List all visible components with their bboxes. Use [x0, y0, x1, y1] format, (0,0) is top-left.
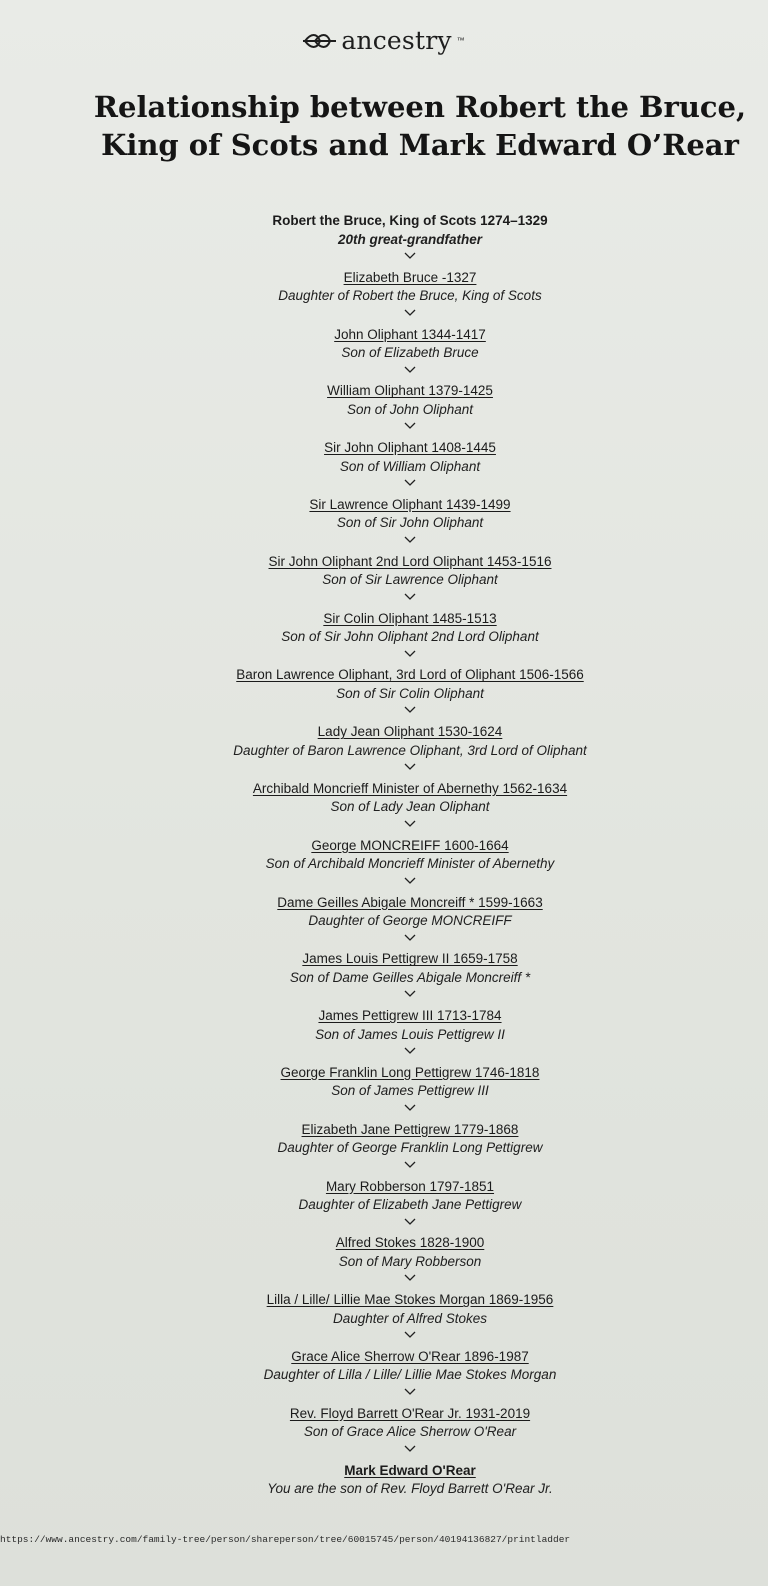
- chevron-down-icon: [404, 1445, 416, 1453]
- ladder-rung: [110, 1234, 710, 1291]
- ladder-rung: [110, 269, 710, 326]
- person-name-link[interactable]: Elizabeth Bruce -1327: [343, 269, 477, 285]
- relationship-ladder: [110, 212, 710, 1518]
- person-name-link[interactable]: William Oliphant 1379-1425: [327, 383, 493, 399]
- chevron-down-icon: [404, 422, 416, 430]
- person-name-link[interactable]: Grace Alice Sherrow O'Rear 1896-1987: [291, 1348, 529, 1364]
- ladder-rung: [110, 837, 710, 894]
- chevron-down-icon: [404, 1218, 416, 1226]
- chevron-down-icon: [404, 536, 416, 544]
- chevron-down-icon: [404, 1274, 416, 1282]
- chevron-down-icon: [404, 252, 416, 260]
- chevron-down-icon: [404, 650, 416, 658]
- relationship-label: Son of Sir Lawrence Oliphant: [322, 572, 498, 588]
- person-name-link[interactable]: Elizabeth Jane Pettigrew 1779-1868: [301, 1121, 519, 1137]
- person-name-link[interactable]: Lilla / Lille/ Lillie Mae Stokes Morgan 1869-1956: [266, 1292, 554, 1308]
- person-name-link[interactable]: Sir John Oliphant 1408-1445: [324, 440, 496, 456]
- relationship-label: Son of John Oliphant: [346, 401, 474, 417]
- ladder-rung: [110, 666, 710, 723]
- ladder-rung: [110, 326, 710, 383]
- chevron-down-icon: [404, 1047, 416, 1055]
- chevron-down-icon: [404, 990, 416, 998]
- chevron-down-icon: [404, 309, 416, 317]
- relationship-label: Son of Grace Alice Sherrow O'Rear: [303, 1424, 517, 1440]
- chevron-down-icon: [404, 479, 416, 487]
- relationship-label: Son of William Oliphant: [339, 458, 481, 474]
- chevron-down-icon: [404, 1161, 416, 1169]
- relationship-label: Son of Archibald Moncrieff Minister of Abernethy: [265, 856, 555, 872]
- relationship-label: Son of James Pettigrew III: [331, 1083, 489, 1099]
- person-name-link[interactable]: Dame Geilles Abigale Moncreiff * 1599-1663: [277, 894, 543, 910]
- ladder-rung: [110, 610, 710, 667]
- relationship-label: Daughter of Alfred Stokes: [332, 1310, 488, 1326]
- person-name-link[interactable]: James Louis Pettigrew II 1659-1758: [302, 951, 518, 967]
- person-name-link[interactable]: George MONCREIFF 1600-1664: [311, 837, 509, 853]
- chevron-down-icon: [404, 593, 416, 601]
- ladder-rung: [110, 496, 710, 553]
- chevron-down-icon: [404, 820, 416, 828]
- relationship-label: Son of James Louis Pettigrew II: [315, 1026, 505, 1042]
- chevron-down-icon: [404, 1388, 416, 1396]
- ladder-rung: [110, 553, 710, 610]
- relationship-label: 20th great-grandfather: [337, 231, 483, 247]
- ancestry-logo: [0, 26, 768, 55]
- ladder-rung: [110, 1007, 710, 1064]
- relationship-label: Son of Sir John Oliphant: [336, 515, 484, 531]
- chevron-down-icon: [404, 763, 416, 771]
- ladder-rung: [110, 1405, 710, 1462]
- person-name-link[interactable]: Archibald Moncrieff Minister of Abernethy 1562-1634: [252, 780, 568, 796]
- ladder-rung: [110, 780, 710, 837]
- logo-wordmark: ancestry: [341, 26, 452, 55]
- ladder-rung: [110, 1462, 710, 1519]
- footer-url: https://www.ancestry.com/family-tree/person/shareperson/tree/60015745/person/40194136827/printladder: [0, 1534, 571, 1545]
- relationship-label: Daughter of Baron Lawrence Oliphant, 3rd Lord of Oliphant: [233, 742, 587, 758]
- chevron-down-icon: [404, 366, 416, 374]
- chevron-down-icon: [404, 706, 416, 714]
- ladder-rung: [110, 1121, 710, 1178]
- relationship-label: Son of Lady Jean Oliphant: [330, 799, 490, 815]
- relationship-label: Son of Sir Colin Oliphant: [336, 685, 484, 701]
- person-name-link[interactable]: Sir John Oliphant 2nd Lord Oliphant 1453-1516: [268, 553, 552, 569]
- person-name-link: Robert the Bruce, King of Scots 1274–1329: [272, 213, 548, 228]
- relationship-label: Son of Elizabeth Bruce: [341, 345, 479, 361]
- ladder-rung: [110, 723, 710, 780]
- chevron-down-icon: [404, 1104, 416, 1112]
- ancestry-leaf-icon: [303, 30, 337, 52]
- trademark-mark: ™: [456, 36, 465, 45]
- ladder-rung: [110, 1178, 710, 1235]
- relationship-label: Daughter of George MONCREIFF: [308, 913, 512, 929]
- ladder-rung: [110, 894, 710, 951]
- relationship-label: You are the son of Rev. Floyd Barrett O'Rear Jr.: [267, 1481, 553, 1497]
- relationship-label: Daughter of George Franklin Long Pettigrew: [277, 1140, 543, 1156]
- ladder-rung: [110, 1064, 710, 1121]
- chevron-down-icon: [404, 877, 416, 885]
- page-title: Relationship between Robert the Bruce, King of Scots and Mark Edward O’Rear: [93, 90, 747, 162]
- relationship-label: Daughter of Elizabeth Jane Pettigrew: [298, 1197, 522, 1213]
- person-name-link[interactable]: Sir Colin Oliphant 1485-1513: [323, 610, 497, 626]
- person-name-link[interactable]: Mark Edward O'Rear: [344, 1462, 476, 1478]
- ladder-rung: [110, 439, 710, 496]
- person-name-link[interactable]: George Franklin Long Pettigrew 1746-1818: [280, 1064, 540, 1080]
- relationship-label: Son of Mary Robberson: [338, 1253, 482, 1269]
- relationship-label: Daughter of Lilla / Lille/ Lillie Mae Stokes Morgan: [263, 1367, 557, 1383]
- ladder-rung: [110, 1348, 710, 1405]
- chevron-down-icon: [404, 934, 416, 942]
- ladder-rung: [110, 1291, 710, 1348]
- relationship-label: Son of Dame Geilles Abigale Moncreiff *: [289, 969, 531, 985]
- person-name-link[interactable]: Alfred Stokes 1828-1900: [335, 1235, 485, 1251]
- person-name-link[interactable]: Mary Robberson 1797-1851: [325, 1178, 495, 1194]
- person-name-link[interactable]: James Pettigrew III 1713-1784: [318, 1008, 502, 1024]
- relationship-label: Son of Sir John Oliphant 2nd Lord Oliphant: [281, 629, 539, 645]
- ladder-rung: [110, 212, 710, 269]
- person-name-link[interactable]: Rev. Floyd Barrett O'Rear Jr. 1931-2019: [289, 1405, 531, 1421]
- ladder-rung: [110, 950, 710, 1007]
- ladder-rung: [110, 382, 710, 439]
- chevron-down-icon: [404, 1331, 416, 1339]
- person-name-link[interactable]: Baron Lawrence Oliphant, 3rd Lord of Oliphant 1506-1566: [236, 667, 584, 683]
- person-name-link[interactable]: Sir Lawrence Oliphant 1439-1499: [309, 496, 511, 512]
- person-name-link[interactable]: John Oliphant 1344-1417: [334, 326, 486, 342]
- relationship-label: Daughter of Robert the Bruce, King of Scots: [278, 288, 542, 304]
- person-name-link[interactable]: Lady Jean Oliphant 1530-1624: [317, 724, 503, 740]
